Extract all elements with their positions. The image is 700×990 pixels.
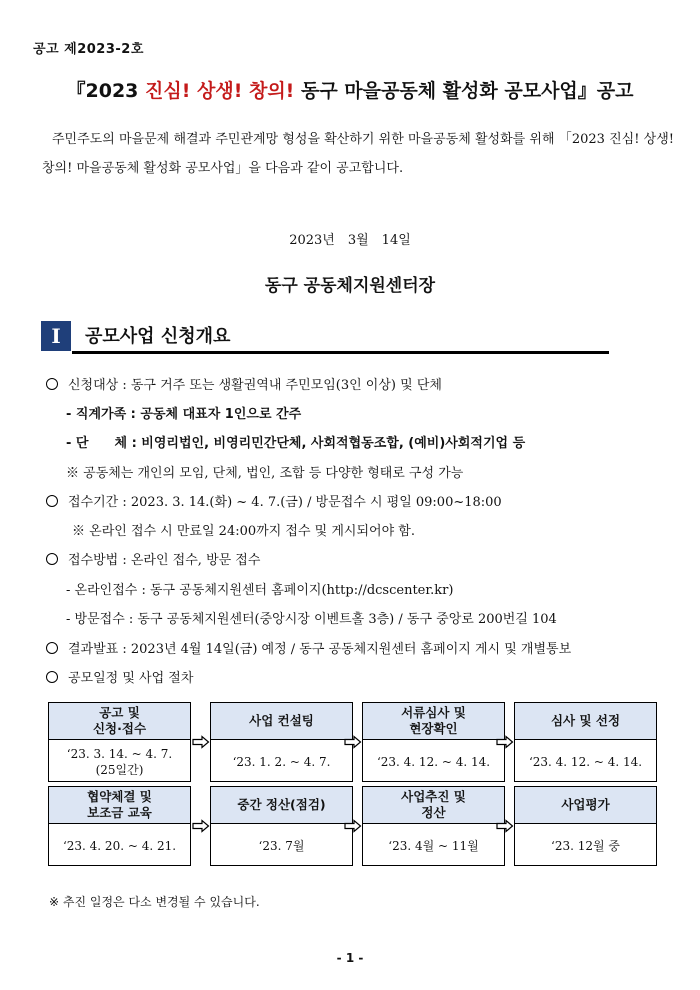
eligibility-org: - 단 체 : 비영리법인, 비영리민간단체, 사회적협동조합, (예비)사회적기업 등 <box>66 436 526 451</box>
schedule-step-date: ‘23. 12월 중 <box>551 838 620 853</box>
title-slogan: 진심! 상생! 창의! <box>145 80 295 102</box>
method-visit: - 방문접수 : 동구 공동체지원센터(중앙시장 이벤트홀 3층) / 동구 중앙로 200번길 104 <box>66 612 557 627</box>
schedule-text: 공모일정 및 사업 절차 <box>68 671 194 686</box>
schedule-step <box>48 786 191 866</box>
arrow-right-icon <box>496 735 514 749</box>
schedule-step-date: ‘23. 4. 20. ~ 4. 21. <box>62 838 177 853</box>
method-online: - 온라인접수 : 동구 공동체지원센터 홈페이지(http://dcscenter.kr) <box>66 583 454 598</box>
schedule-step-title: 사업평가 <box>515 787 656 824</box>
schedule-footnote: ※ 추진 일정은 다소 변경될 수 있습니다. <box>49 895 260 909</box>
schedule-step-date: ‘23. 4월 ~ 11월 <box>388 838 479 853</box>
arrow-right-icon <box>344 735 362 749</box>
page-number: - 1 - <box>336 951 364 965</box>
method-text: 접수방법 : 온라인 접수, 방문 접수 <box>68 553 261 568</box>
schedule-step <box>362 786 505 866</box>
schedule-step <box>514 786 657 866</box>
title-prefix: 『2023 <box>66 80 145 102</box>
eligibility-text: 신청대상 : 동구 거주 또는 생활권역내 주민모임(3인 이상) 및 단체 <box>68 378 442 393</box>
schedule-step-date: ‘23. 4. 12. ~ 4. 14. <box>376 754 491 769</box>
schedule-step-title: 사업 컨설팅 <box>211 703 352 740</box>
arrow-right-icon <box>192 819 210 833</box>
schedule-step <box>514 702 657 782</box>
schedule-step-title: 서류심사 및 현장확인 <box>363 703 504 740</box>
section-numeral: I <box>41 321 71 351</box>
section-title: 공모사업 신청개요 <box>85 326 231 347</box>
arrow-right-icon <box>496 819 514 833</box>
schedule-step-date: ‘23. 3. 14. ~ 4. 7. (25일간) <box>66 746 173 777</box>
schedule-step-date: ‘23. 7월 <box>258 838 305 853</box>
arrow-right-icon <box>192 735 210 749</box>
title-suffix: 동구 마을공동체 활성화 공모사업』공고 <box>294 80 634 102</box>
notice-number: 공고 제2023-2호 <box>33 42 144 57</box>
notice-date: 2023년 3월 14일 <box>289 233 411 248</box>
schedule-step-title: 공고 및 신청·접수 <box>49 703 190 740</box>
schedule-step <box>210 702 353 782</box>
schedule-step <box>210 786 353 866</box>
schedule-step-title: 협약체결 및 보조금 교육 <box>49 787 190 824</box>
result-text: 결과발표 : 2023년 4월 14일(금) 예정 / 동구 공동체지원센터 홈페이지 게시 및 개별통보 <box>68 642 572 657</box>
arrow-right-icon <box>344 819 362 833</box>
eligibility-note: ※ 공동체는 개인의 모임, 단체, 법인, 조합 등 다양한 형태로 구성 가능 <box>66 466 464 481</box>
schedule-step-title: 중간 정산(점검) <box>211 787 352 824</box>
issuer-name: 동구 공동체지원센터장 <box>264 276 436 296</box>
intro-paragraph: 주민주도의 마을문제 해결과 주민관계망 형성을 확산하기 위한 마을공동체 활성화를 위해 「2023 진심! 상생! 창의! 마을공동체 활성화 공모사업」을 다음과 같이 공고합니다. <box>42 132 674 176</box>
period-note: ※ 온라인 접수 시 만료일 24:00까지 접수 및 게시되어야 함. <box>72 524 415 539</box>
schedule-step <box>362 702 505 782</box>
schedule-step <box>48 702 191 782</box>
eligibility-family: - 직계가족 : 공동체 대표자 1인으로 간주 <box>66 407 302 422</box>
schedule-step-title: 심사 및 선정 <box>515 703 656 740</box>
schedule-step-title: 사업추진 및 정산 <box>363 787 504 824</box>
schedule-step-date: ‘23. 1. 2. ~ 4. 7. <box>232 754 331 769</box>
schedule-step-date: ‘23. 4. 12. ~ 4. 14. <box>528 754 643 769</box>
period-text: 접수기간 : 2023. 3. 14.(화) ~ 4. 7.(금) / 방문접수 시 평일 09:00~18:00 <box>68 495 502 510</box>
